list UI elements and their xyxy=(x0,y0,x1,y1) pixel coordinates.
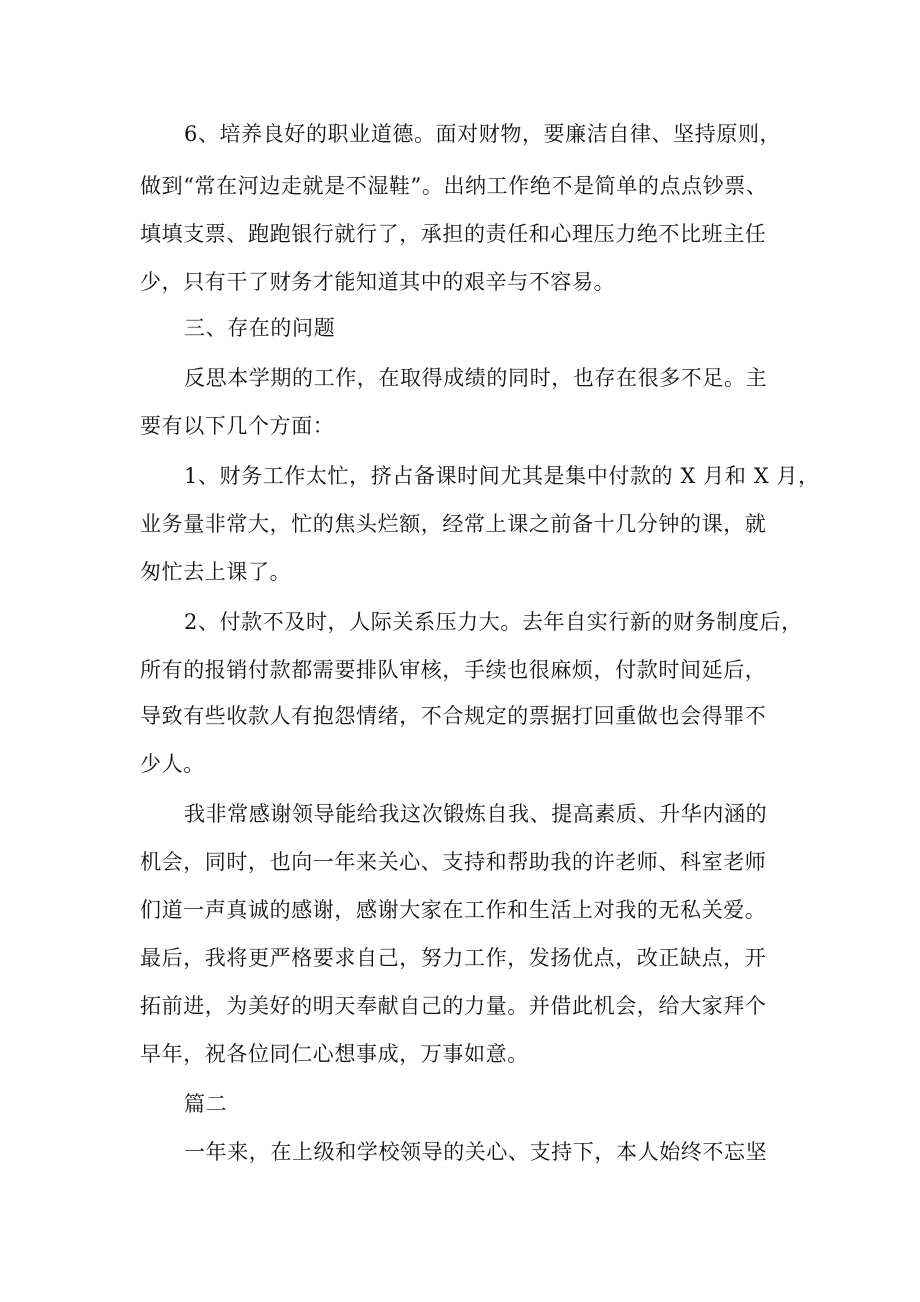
paragraph-line: 少，只有干了财务才能知道其中的艰辛与不容易。 xyxy=(140,270,616,294)
paragraph-line: 我非常感谢领导能给我这次锻炼自我、提高素质、升华内涵的 xyxy=(184,802,768,826)
paragraph-line: 们道一声真诚的感谢，感谢大家在工作和生活上对我的无私关爱。 xyxy=(140,898,767,922)
paragraph-line: 6、培养良好的职业道德。面对财物，要廉洁自律、坚持原则， xyxy=(184,122,782,146)
list-item-line: 匆忙去上课了。 xyxy=(140,560,292,584)
list-item-line: 2、付款不及时，人际关系压力大。去年自实行新的财务制度后， xyxy=(184,610,803,634)
paragraph-line: 做到“常在河边走就是不湿鞋”。出纳工作绝不是简单的点点钞票、 xyxy=(140,174,768,198)
paragraph-line: 最后，我将更严格要求自己，努力工作，发扬优点，改正缺点，开 xyxy=(140,946,767,970)
section-heading: 篇二 xyxy=(184,1092,228,1116)
list-item-line: 少人。 xyxy=(140,752,205,776)
paragraph-line: 拓前进，为美好的明天奉献自己的力量。并借此机会，给大家拜个 xyxy=(140,994,767,1018)
list-item-line: 业务量非常大，忙的焦头烂额，经常上课之前备十几分钟的课，就 xyxy=(140,512,767,536)
list-item-line: 导致有些收款人有抱怨情绪，不合规定的票据打回重做也会得罪不 xyxy=(140,704,767,728)
paragraph-line: 一年来，在上级和学校领导的关心、支持下，本人始终不忘坚 xyxy=(184,1140,768,1164)
paragraph-line: 反思本学期的工作，在取得成绩的同时，也存在很多不足。主 xyxy=(184,366,768,390)
list-item-line: 1、财务工作太忙，挤占备课时间尤其是集中付款的 X 月和 X 月， xyxy=(184,464,820,488)
paragraph-line: 要有以下几个方面： xyxy=(140,414,335,438)
paragraph-line: 机会，同时，也向一年来关心、支持和帮助我的许老师、科室老师 xyxy=(140,850,767,874)
list-item-line: 所有的报销付款都需要排队审核，手续也很麻烦，付款时间延后， xyxy=(140,658,767,682)
paragraph-line: 早年，祝各位同仁心想事成，万事如意。 xyxy=(140,1042,529,1066)
section-heading: 三、存在的问题 xyxy=(184,316,336,340)
paragraph-line: 填填支票、跑跑银行就行了，承担的责任和心理压力绝不比班主任 xyxy=(140,222,767,246)
